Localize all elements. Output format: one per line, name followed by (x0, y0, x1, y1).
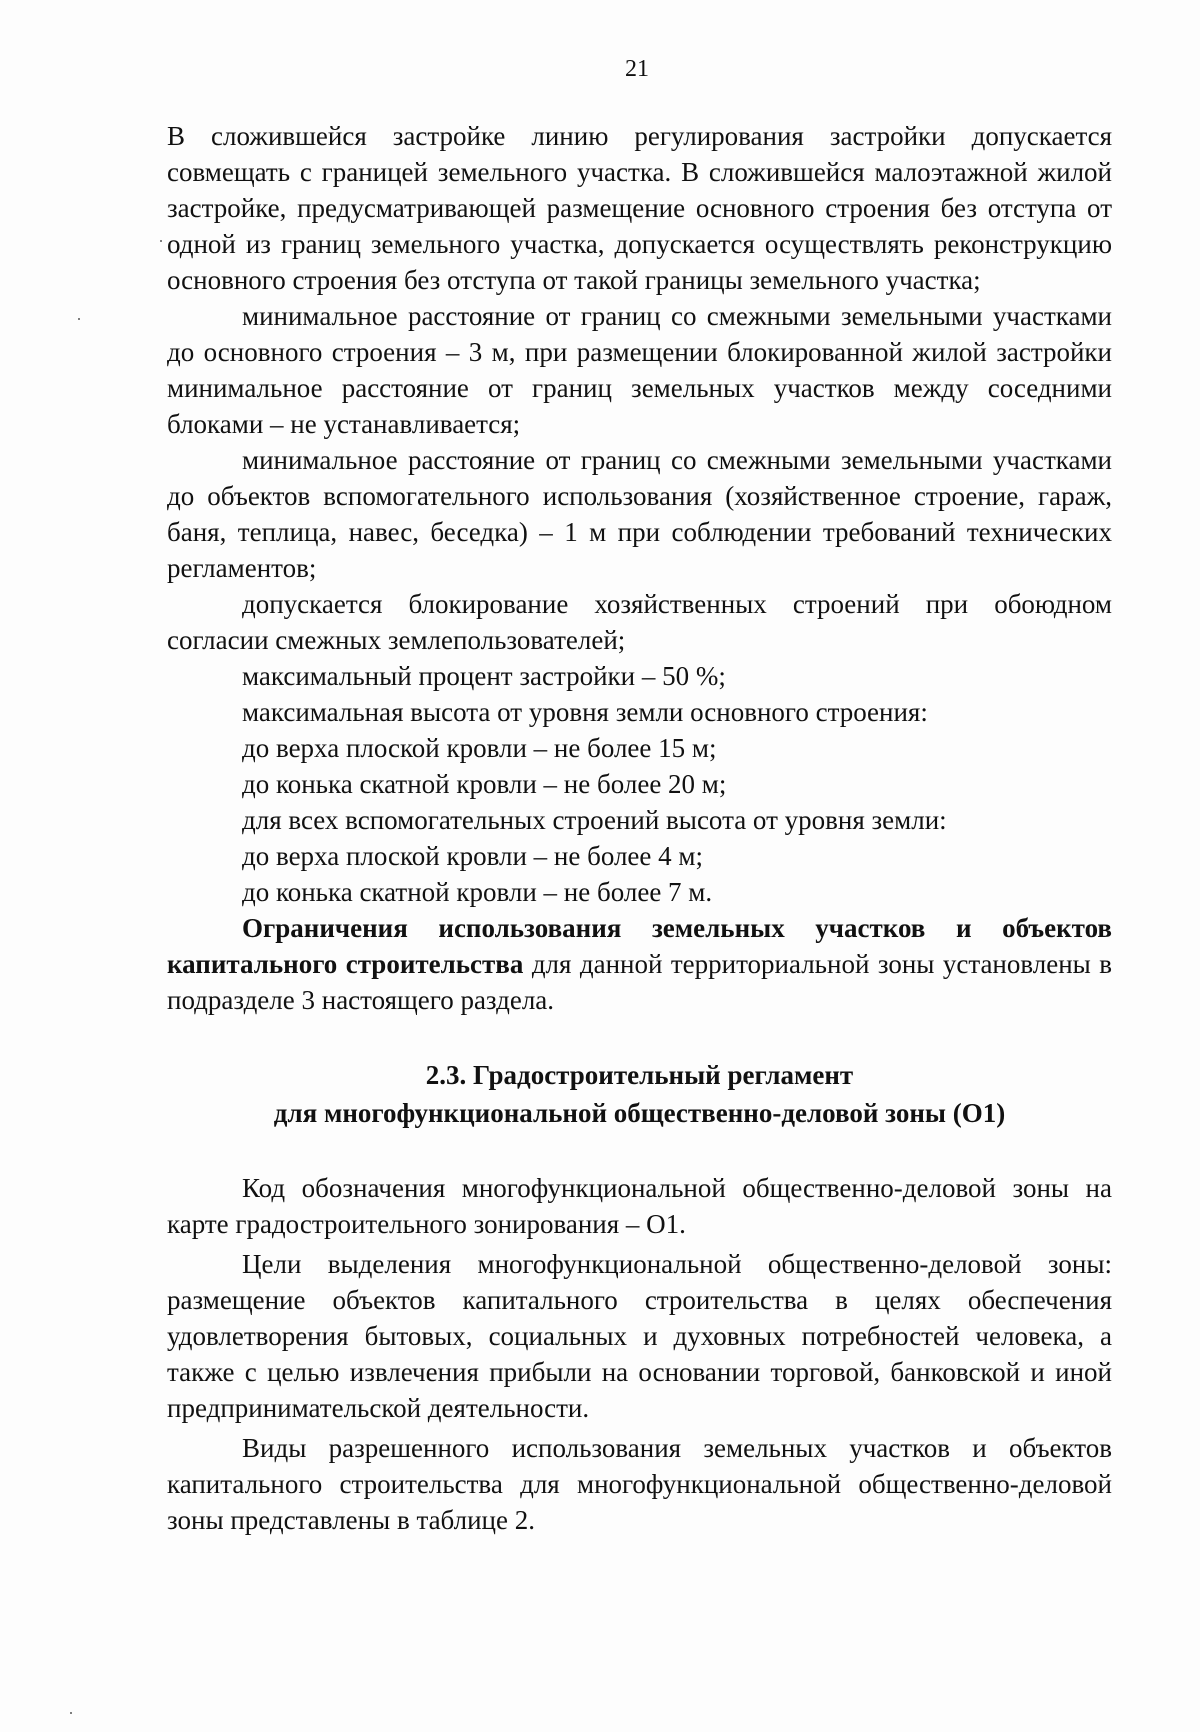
scan-speck (78, 318, 80, 320)
section-heading-line1: 2.3. Градостроительный регламент (425, 1060, 854, 1090)
paragraph-existing-development: В сложившейся застройке линию регулирования застройки допускается совмещать с границей земельного участка. В сложившейся малоэтажной жилой застройке, предусматривающей размещение основного строения без отступа от одной из границ земельного участка, допускается осуществлять реконструкцию основного строения без отступа от такой границы земельного участка; (167, 121, 1112, 295)
line-height-auxiliary: для всех вспомогательных строений высота от уровня земли: (242, 805, 947, 835)
paragraph-zone-code: Код обозначения многофункциональной общественно-деловой зоны на карте градостроительного зонирования – О1. (167, 1173, 1112, 1239)
section-heading-line2: для многофункциональной общественно-деловой зоны (О1) (273, 1098, 1006, 1128)
line-max-coverage: максимальный процент застройки – 50 %; (242, 661, 726, 691)
paragraph-permitted-uses: Виды разрешенного использования земельных участков и объектов капитального строительства для многофункциональной общественно-деловой зоны представлены в таблице 2. (167, 1433, 1112, 1535)
line-pitched-roof-auxiliary: до конька скатной кровли – не более 7 м. (242, 877, 713, 907)
section-heading (167, 1056, 1112, 1132)
line-pitched-roof-main: до конька скатной кровли – не более 20 м; (242, 769, 727, 799)
restrictions-text: для данной территориальной зоны установлены в подразделе 3 настоящего раздела. (167, 949, 1112, 1015)
restrictions-bold-text: Ограничения использования земельных участков и объектов капитального строительства (167, 913, 1112, 979)
line-flat-roof-auxiliary: до верха плоской кровли – не более 4 м; (242, 841, 703, 871)
page-number: 21 (625, 56, 649, 82)
paragraph-restrictions (167, 910, 1112, 1018)
paragraph-min-distance-main-building: минимальное расстояние от границ со смежными земельными участками до основного строения – 3 м, при размещении блокированной жилой застройки минимальное расстояние от границ земельных участков между соседними блоками – не устанавливается; (167, 301, 1112, 439)
paragraph-zone-goals: Цели выделения многофункциональной общественно-деловой зоны: размещение объектов капитального строительства в целях обеспечения удовлетворения бытовых, социальных и духовных потребностей человека, а также с целью извлечения прибыли на основании торговой, банковской и иной предпринимательской деятельности. (167, 1249, 1112, 1423)
line-flat-roof-main: до верха плоской кровли – не более 15 м; (242, 733, 717, 763)
line-max-height-main: максимальная высота от уровня земли основного строения: (242, 697, 928, 727)
scan-speck (70, 1712, 72, 1714)
document-body (167, 118, 1112, 1538)
paragraph-min-distance-auxiliary: минимальное расстояние от границ со смежными земельными участками до объектов вспомогательного использования (хозяйственное строение, гараж, баня, теплица, навес, беседка) – 1 м при соблюдении требований технических регламентов; (167, 445, 1112, 583)
scan-speck (160, 240, 162, 242)
paragraph-blocking-outbuildings: допускается блокирование хозяйственных строений при обоюдном согласии смежных землепользователей; (167, 589, 1112, 655)
